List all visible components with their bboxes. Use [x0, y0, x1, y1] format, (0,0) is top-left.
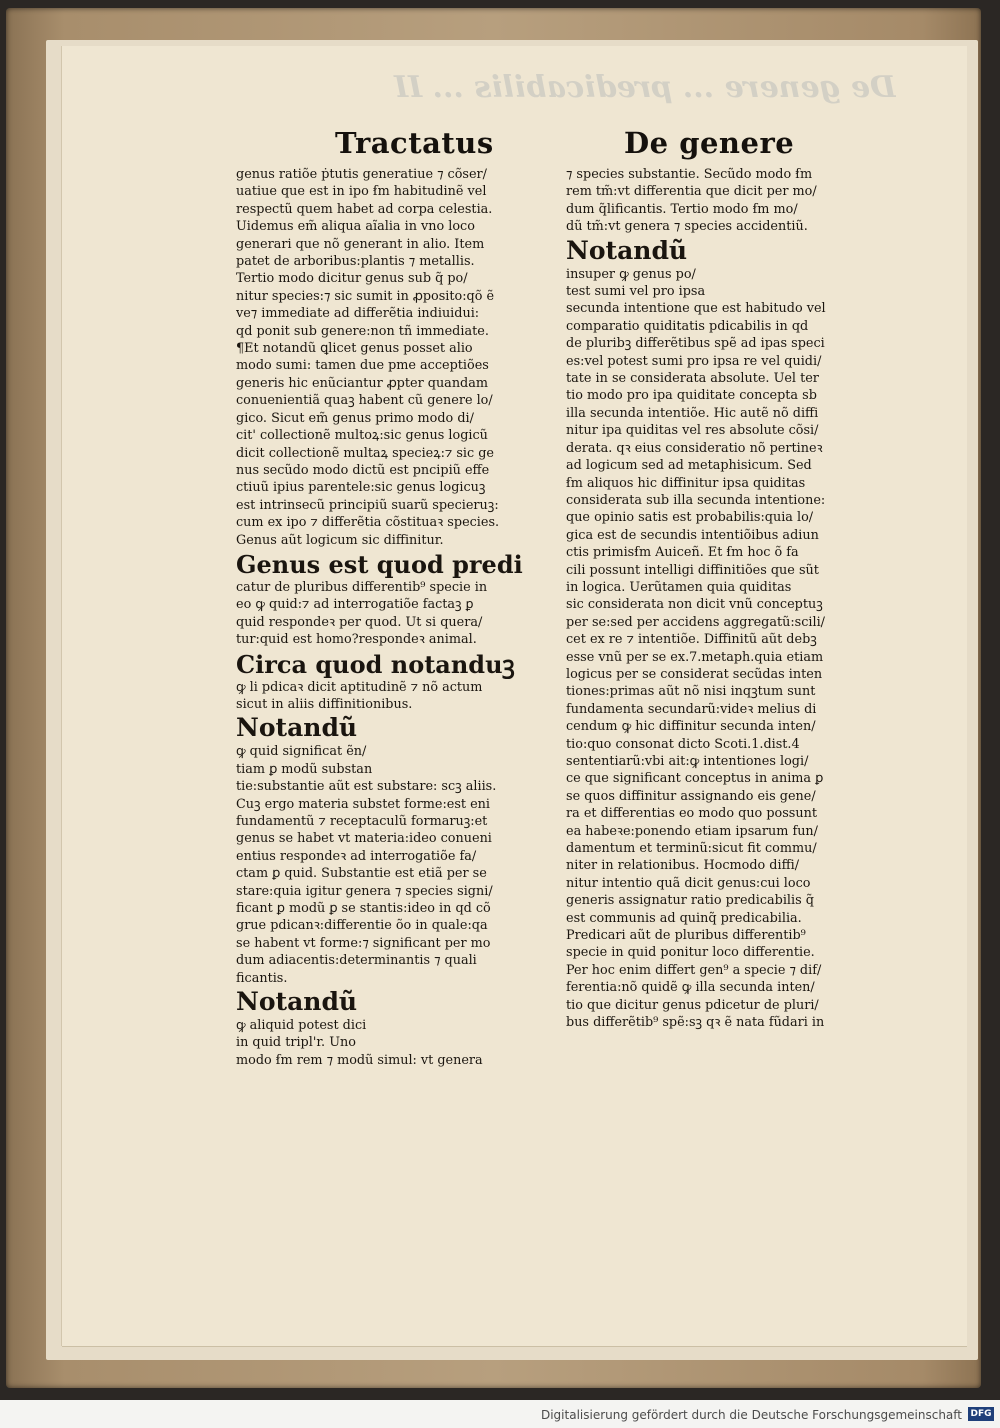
- left-column-para-4: [236, 743, 536, 987]
- text-line: ¶Et notandũ ꝗlicet genus posset alio: [236, 341, 473, 357]
- definition-heading: Genus est quod predi: [236, 550, 523, 579]
- funding-notice: Digitalisierung gefördert durch die Deutsche Forschungsgemeinschaft: [540, 1408, 962, 1422]
- text-line: ꝙ li pdicaꝛ dicit aptitudinẽ ⁊ nõ actum: [236, 679, 483, 695]
- text-line: stare:quia igitur genera ⁊ species signi/: [236, 883, 493, 899]
- text-line: ctis primisẜm Auiceñ. Et ẜm hoc õ fa: [566, 545, 799, 561]
- text-line: nitur species:⁊ sic sumit in ꝓposito:qõ ẽ: [236, 288, 495, 304]
- text-line: nitur ipa quiditas vel res absolute cõsi/: [566, 423, 819, 439]
- text-line: que opinio satis est probabilis:quia lo/: [566, 510, 814, 526]
- text-line: Predicari aũt de pluribus differentib⁹: [566, 928, 806, 944]
- text-line: generis hic enũciantur ꝓpter quandam: [236, 375, 489, 391]
- text-line: se habent vt forme:⁊ significant per mo: [236, 935, 491, 951]
- text-line: dum adiacentis:determinantis ⁊ quali: [236, 953, 477, 969]
- text-line: ficantis.: [236, 970, 288, 986]
- text-line: cum ex ipo ⁊ differẽtia cõstituaꝛ species.: [236, 515, 500, 531]
- text-line: est communis ad quinq̃ predicabilia.: [566, 910, 802, 926]
- text-line: tio:quo consonat dicto Scoti.1.dist.4: [566, 736, 800, 752]
- text-line: generis assignatur ratio predicabilis q̃: [566, 893, 814, 909]
- text-line: ficant ꝑ modũ ꝑ se stantis:ideo in qd cõ: [236, 901, 491, 917]
- right-column: [566, 166, 866, 1032]
- notandum-heading-3: Notandũ: [566, 235, 688, 265]
- text-line: ꝙ quid significat ẽn/: [236, 744, 367, 760]
- text-line: catur de pluribus differentib⁹ specie in: [236, 579, 488, 595]
- text-line: dũ tm̃:vt genera ⁊ species accidentiũ.: [566, 219, 808, 235]
- text-line: ea habeꝛe:ponendo etiam ipsarum fun/: [566, 823, 818, 839]
- text-line: Genus aũt logicum sic diffinitur.: [236, 532, 444, 548]
- text-line: ꝙ aliquid potest dici: [236, 1018, 367, 1034]
- text-line: secunda intentione que est habitudo vel: [566, 301, 826, 317]
- text-line: ferentia:nõ quidẽ ꝙ illa secunda inten/: [566, 980, 815, 996]
- text-line: specie in quid ponitur loco differentie.: [566, 945, 815, 961]
- text-line: ra et differentias eo modo quo possunt: [566, 806, 817, 822]
- text-line: in quid tripl'r. Uno: [236, 1035, 356, 1051]
- dfg-logo: DFG: [968, 1407, 994, 1421]
- text-line: dicit collectionẽ multaꝝ specieꝝ:⁊ sic ge: [236, 445, 494, 461]
- text-line: tio modo pro ipa quiditate concepta sb: [566, 388, 817, 404]
- text-line: Cuꝫ ergo materia substet forme:est eni: [236, 796, 491, 812]
- text-line: de pluribꝫ differẽtibus spẽ ad ipas speci: [566, 336, 825, 352]
- text-line: cendum ꝙ hic diffinitur secunda inten/: [566, 719, 816, 735]
- text-line: grue pdicanꝛ:differentie õo in quale:qa: [236, 918, 488, 934]
- running-head-right: De genere: [624, 126, 795, 160]
- text-line: tiam ꝑ modũ substan: [236, 761, 373, 777]
- text-line: entius respondeꝛ ad interrogatiõe fa/: [236, 848, 477, 864]
- text-line: qd ponit sub genere:non tñ immediate.: [236, 323, 489, 339]
- text-line: test sumi vel pro ipsa: [566, 284, 706, 300]
- text-line: gica est de secundis intentiõibus adiun: [566, 527, 819, 543]
- left-column-para-2: [236, 579, 536, 649]
- text-line: derata. qꝛ eius consideratio nõ pertineꝛ: [566, 440, 823, 456]
- text-line: tate in se considerata absolute. Uel ter: [566, 371, 819, 387]
- text-line: se quos diffinitur assignando eis gene/: [566, 788, 816, 804]
- text-line: ce que significant conceptus in anima ꝑ: [566, 771, 824, 787]
- text-line: ve⁊ immediate ad differẽtia indiuidui:: [236, 306, 480, 322]
- text-line: modo ẜm rem ⁊ modũ simul: vt genera: [236, 1052, 483, 1068]
- text-line: tiones:primas aũt nõ nisi inqꝫtum sunt: [566, 684, 816, 700]
- text-line: illa secunda intentiõe. Hic autẽ nõ diffi: [566, 405, 819, 421]
- text-line: esse vnũ per se ex.7.metaph.quia etiam: [566, 649, 824, 665]
- text-line: cili possunt intelligi diffinitiões que sũt: [566, 562, 819, 578]
- text-line: comparatio quiditatis pdicabilis in qd: [566, 318, 809, 334]
- text-line: ctam ꝑ quid. Substantie est etiã per se: [236, 866, 487, 882]
- text-line: est intrinsecũ principiũ suarũ specieruꝫ:: [236, 497, 499, 513]
- text-line: ad logicum sed ad metaphisicum. Sed: [566, 458, 812, 474]
- text-line: ctiuũ ipius parentele:sic genus logicuꝫ: [236, 480, 486, 496]
- show-through-text: De genere ... predicabilis ... II: [394, 70, 896, 105]
- text-line: patet de arboribus:plantis ⁊ metallis.: [236, 254, 475, 270]
- left-column-para-5: [236, 1017, 536, 1069]
- text-line: Tertio modo dicitur genus sub q̃ po/: [236, 271, 468, 287]
- text-line: uatiue que est in ipo ẜm habitudinẽ vel: [236, 184, 487, 200]
- footer: [0, 1400, 1000, 1428]
- text-line: in logica. Uerũtamen quia quiditas: [566, 579, 792, 595]
- text-line: logicus per se considerat secũdas inten: [566, 666, 823, 682]
- text-line: fundamentũ ⁊ receptaculũ formaruꝫ:et: [236, 814, 488, 829]
- text-line: niter in relationibus. Hocmodo diffi/: [566, 858, 800, 874]
- text-line: nitur intentio quã dicit genus:cui loco: [566, 875, 811, 891]
- text-line: es:vel potest sumi pro ipsa re vel quidi/: [566, 353, 822, 369]
- text-line: genus ratiõe ṗtutis generatiue ⁊ cõser/: [236, 167, 487, 182]
- text-line: damentum et terminũ:sicut fit commu/: [566, 841, 817, 857]
- text-line: nus secũdo modo dictũ est pncipiũ effe: [236, 462, 490, 478]
- text-line: tie:substantie aũt est substare: scꝫ aliis.: [236, 779, 497, 795]
- text-line: Per hoc enim differt gen⁹ a specie ⁊ dif/: [566, 962, 822, 978]
- circa-heading: Circa quod notanduꝫ: [236, 650, 515, 679]
- text-line: sententiarũ:vbi ait:ꝙ intentiones logi/: [566, 754, 809, 769]
- text-line: respectũ quem habet ad corpa celestia.: [236, 201, 493, 217]
- notandum-heading-2: Notandũ: [236, 987, 358, 1017]
- text-line: genus se habet vt materia:ideo conueni: [236, 831, 492, 847]
- text-line: quid respondeꝛ per quod. Ut si quera/: [236, 614, 483, 630]
- left-column: [236, 166, 536, 1069]
- text-line: sicut in aliis diffinitionibus.: [236, 696, 413, 712]
- text-line: considerata sub illa secunda intentione:: [566, 492, 826, 508]
- text-line: bus differẽtib⁹ spẽ:sꝫ qꝛ ẽ nata fũdari in: [566, 1015, 825, 1031]
- text-line: gico. Sicut em̃ genus primo modo di/: [236, 410, 474, 426]
- text-line: per se:sed per accidens aggregatũ:scili/: [566, 614, 825, 630]
- text-line: modo sumi: tamen due pme acceptiões: [236, 358, 489, 374]
- text-line: conuenientiã quaꝫ habent cũ genere lo/: [236, 393, 493, 409]
- text-line: dum q̃lificantis. Tertio modo ẜm mo/: [566, 201, 798, 217]
- text-line: eo ꝙ quid:⁊ ad interrogatiõe factaꝫ ꝑ: [236, 597, 474, 613]
- right-column-para-2: [566, 266, 866, 1032]
- text-line: cet ex re ⁊ intentiõe. Diffinitũ aũt debꝫ: [566, 632, 817, 648]
- left-column-para-3: [236, 679, 536, 714]
- text-line: Uidemus em̃ aliqua aĩalia in vno loco: [236, 219, 475, 235]
- text-line: cit' collectionẽ multoꝝ:sic genus logicũ: [236, 428, 488, 444]
- text-line: tio que dicitur genus pdicetur de pluri/: [566, 997, 819, 1013]
- text-line: ẜm aliquos hic diffinitur ipsa quiditas: [566, 475, 806, 491]
- text-line: tur:quid est homo?respondeꝛ animal.: [236, 632, 477, 648]
- text-line: insuper ꝙ genus po/: [566, 266, 696, 282]
- text-line: ⁊ species substantie. Secũdo modo ẜm: [566, 167, 813, 182]
- text-line: rem tm̃:vt differentia que dicit per mo/: [566, 184, 817, 200]
- text-line: generari que nõ generant in alio. Item: [236, 236, 485, 252]
- notandum-heading-1: Notandũ: [236, 713, 358, 743]
- running-head-left: Tractatus: [335, 126, 494, 160]
- right-column-para-1: [566, 166, 866, 236]
- text-line: sic considerata non dicit vnũ conceptuꝫ: [566, 597, 823, 613]
- left-column-para-1: [236, 166, 536, 549]
- text-line: fundamenta secundarũ:videꝛ melius di: [566, 701, 817, 717]
